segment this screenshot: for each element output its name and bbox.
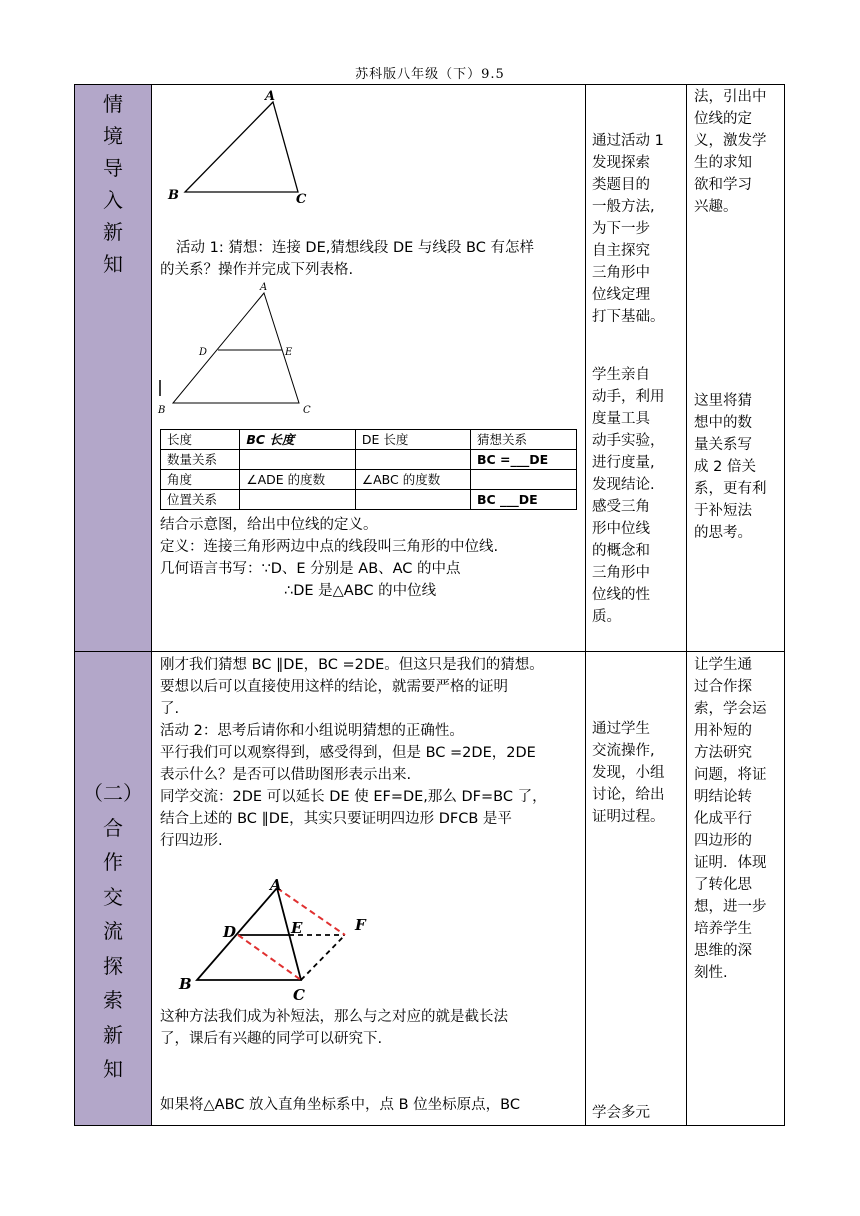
row1-design-intent-a [592,130,665,328]
row2-design-intent [592,718,665,828]
definition-text: 定义：连接三角形两边中点的线段叫三角形的中位线. [160,539,499,555]
text-line: 表示什么？是否可以借助图形表示出来. [160,767,412,783]
text-line: 想，进一步 [694,899,767,915]
text-line: 交流操作, [592,743,655,759]
text-line: 系，更有利 [694,481,767,497]
text-line: 索，学会运 [694,701,767,717]
fig2-label-a: A [260,282,268,293]
text-line: 问题，将证 [694,767,767,783]
row-divider [74,651,784,652]
text-line: 了. [160,701,180,717]
cell: 猜想关系 [470,430,576,450]
cell: 数量关系 [161,450,240,470]
fig3-label-f: F [355,916,366,934]
col-border-1 [151,84,152,1126]
cell: 位置关系 [161,490,240,510]
cell: BC ___DE [470,490,576,510]
text-line: 类题目的 [592,177,650,193]
text-line: 一般方法, [592,199,655,215]
row1-notes-b [694,390,767,544]
cell: DE 长度 [355,430,470,450]
text-line: 明结论转 [694,789,752,805]
text-line: 于补短法 [694,503,752,519]
text-line: 量关系写 [694,437,752,453]
text-line: 质。 [592,609,621,625]
text-line: 的概念和 [592,543,650,559]
phase-char: 索 [103,988,123,1012]
text-line: 成 2 倍关 [694,459,756,475]
activity1-line1: 活动 1: 猜想：连接 DE,猜想线段 DE 与线段 BC 有怎样 [176,240,534,256]
text-line: 培养学生 [694,921,752,937]
fig3-label-c: C [293,986,305,1004]
triangle-figure-2 [156,282,326,417]
text-line: 形中位线 [592,521,650,537]
text-line: 位线的定 [694,111,752,127]
text-line: 方法研究 [694,745,752,761]
text-line: 发现探索 [592,155,650,171]
text-line: 讨论，给出 [592,787,665,803]
text-line: 了转化思 [694,877,752,893]
row1-notes-a [694,86,767,218]
text-line: 用补短的 [694,723,752,739]
text-line: 法，引出中 [694,89,767,105]
table-row [161,430,577,450]
phase-char: 情 [103,92,123,116]
col-border-4 [784,84,785,1126]
text-line: 打下基础。 [592,309,665,325]
table-row [161,450,577,470]
text-line: 的思考。 [694,525,752,541]
fig3-label-d: D [223,923,237,941]
text-line: 同学交流：2DE 可以延长 DE 使 EF=DE,那么 DF=BC 了， [160,789,547,805]
phase-char: 入 [103,188,123,212]
text-line: 过合作探 [694,679,752,695]
text-line: 动手实验， [592,433,665,449]
row2-method-text [160,1006,508,1050]
row1-design-intent-b [592,364,665,628]
text-line: 生的求知 [694,155,752,171]
table-top-border [74,84,784,85]
text-line: 义，激发学 [694,133,767,149]
text-line: 度量工具 [592,411,650,427]
text-line: 自主探究 [592,243,650,259]
text-line: 要想以后可以直接使用这样的结论，就需要严格的证明 [160,679,508,695]
text-line: 想中的数 [694,415,752,431]
cell: BC 长度 [240,430,356,450]
row2-notes [694,654,767,984]
text-line: 这种方法我们成为补短法，那么与之对应的就是截长法 [160,1009,508,1025]
cell [355,450,470,470]
fig2-label-b: B [158,405,166,416]
text-line: 四边形的 [694,833,752,849]
cell: 长度 [161,430,240,450]
fig1-label-a: A [265,89,276,104]
cell [355,490,470,510]
col-border-3 [686,84,687,1126]
geometry-language-1: 几何语言书写：∵D、E 分别是 AB、AC 的中点 [160,561,461,577]
phase-char: 新 [103,1022,123,1047]
text-line: 进行度量, [592,455,655,471]
cell [240,490,356,510]
phase-char: 知 [103,1057,123,1081]
text-line: 发现结论. [592,477,655,493]
measurement-table [160,429,577,510]
text-line: 活动 2：思考后请你和小组说明猜想的正确性。 [160,723,464,739]
cell: ∠ABC 的度数 [355,470,470,490]
text-line: 通过活动 1 [592,133,664,149]
text-line: 通过学生 [592,721,650,737]
text-line: 行四边形. [160,833,223,849]
definition-prompt: 结合示意图，给出中位线的定义。 [160,517,378,533]
cell [470,470,576,490]
text-line: 位线的性 [592,587,650,603]
fig3-label-e: E [291,919,303,937]
row2-main-text [160,654,547,852]
text-line: 思维的深 [694,943,752,959]
text-line: 感受三角 [592,499,650,515]
text-line: 为下一步 [592,221,650,237]
phase-char: 境 [103,124,123,148]
page-header: 苏科版八年级（下）9.5 [355,67,505,82]
text-line: 刻性. [694,965,728,981]
fig3-label-b: B [179,975,192,993]
cell [240,450,356,470]
text-line: 这里将猜 [694,393,752,409]
text-line: 学生亲自 [592,367,650,383]
table-bottom-border [74,1125,784,1126]
text-line: 了，课后有兴趣的同学可以研究下. [160,1031,383,1047]
text-line: 让学生通 [694,657,752,673]
phase-char: 知 [103,252,123,276]
phase-char: 探 [103,953,123,978]
parallelogram-figure [175,876,375,1006]
phase-char: 交 [103,884,123,909]
text-line: 刚才我们猜想 BC ∥DE，BC =2DE。但这只是我们的猜想。 [160,657,544,673]
text-line: 证明过程。 [592,809,665,825]
phase-label-1 [75,88,151,280]
text-line: 平行我们可以观察得到，感受得到，但是 BC =2DE，2DE [160,745,536,761]
phase-char: 新 [103,220,123,244]
fig2-label-e: E [285,347,293,358]
row2-design-intent-last: 学会多元 [592,1105,650,1121]
phase-char: 作 [103,850,123,874]
cell: BC =___DE [470,450,576,470]
text-line: 证明．体现 [694,855,767,871]
text-line: 位线定理 [592,287,650,303]
fig1-label-b: B [168,188,179,203]
phase-char: 合 [103,815,123,840]
geometry-language-2: ∴DE 是△ABC 的中位线 [284,583,437,599]
fig1-label-c: C [296,192,307,207]
text-line: 三角形中 [592,265,650,281]
phase-char: 导 [103,156,123,180]
text-line: 欲和学习 [694,177,752,193]
fig3-label-a: A [270,876,282,894]
text-line: 动手，利用 [592,389,665,405]
text-line: 结合上述的 BC ∥DE，其实只要证明四边形 DFCB 是平 [160,811,512,827]
triangle-figure-1 [160,88,320,208]
table-row [161,490,577,510]
text-line: 化成平行 [694,811,752,827]
table-row [161,470,577,490]
phase-label-2 [75,776,151,1087]
phase-char: 流 [103,919,123,943]
cell: 角度 [161,470,240,490]
text-line: 发现，小组 [592,765,665,781]
text-line: 三角形中 [592,565,650,581]
cell: ∠ADE 的度数 [240,470,356,490]
fig2-label-c: C [303,405,311,416]
activity1-line2: 的关系？操作并完成下列表格. [160,262,354,278]
text-line: 兴趣。 [694,199,738,215]
col-border-2 [585,84,586,1126]
phase-char: （二） [83,781,143,805]
row2-last-line: 如果将△ABC 放入直角坐标系中，点 B 位坐标原点，BC [160,1097,520,1113]
fig2-label-d: D [199,347,208,358]
